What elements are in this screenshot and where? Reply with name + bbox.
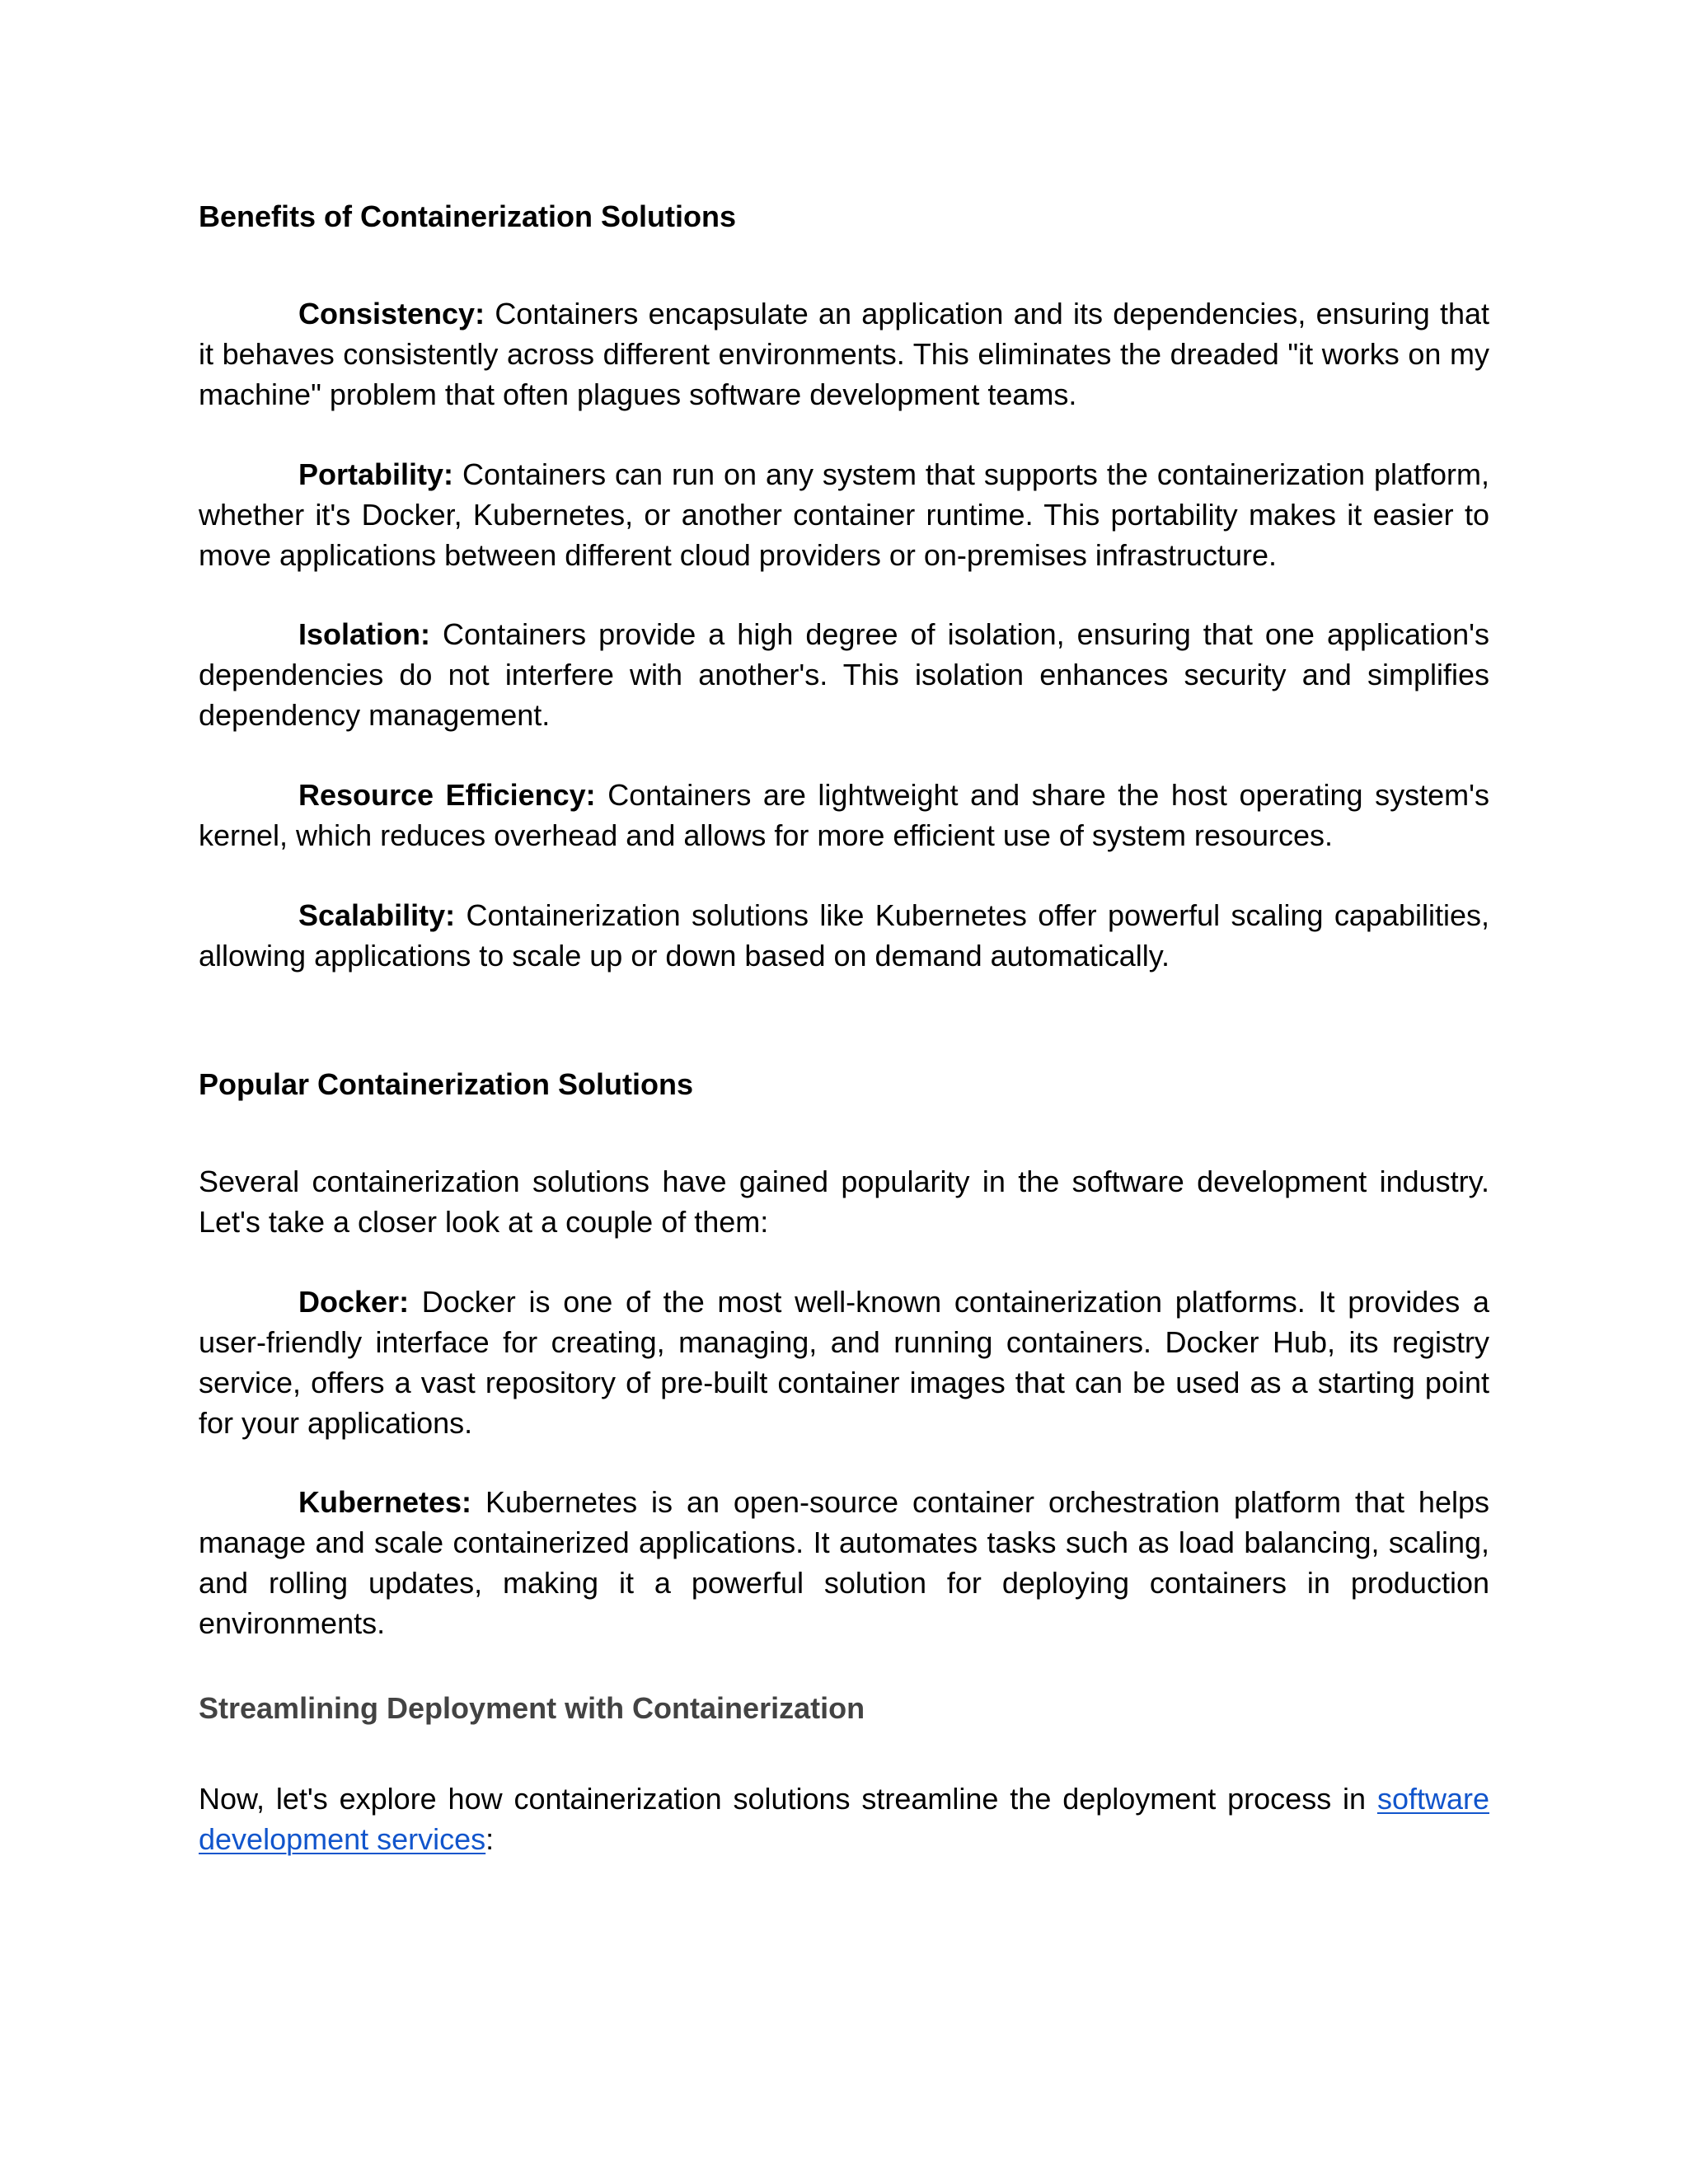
software-development-services-link[interactable]: software development services [199, 1782, 1489, 1856]
solution-kubernetes [199, 1482, 1489, 1643]
benefit-term: Isolation: [298, 617, 430, 651]
popular-intro: Several containerization solutions have gained popularity in the software development industry. Let's take a closer look at a couple of them: [199, 1165, 1489, 1239]
benefits-heading: Benefits of Containerization Solutions [199, 199, 737, 233]
benefit-portability [199, 454, 1489, 575]
benefit-scalability [199, 895, 1489, 976]
streamlining-paragraph [199, 1779, 1489, 1859]
benefit-text: Containers provide a high degree of isolation, ensuring that one application's dependencies do not interfere with another's. This isolation enhances security and simplifies dependency management. [199, 617, 1489, 732]
benefit-consistency [199, 293, 1489, 415]
benefit-text: Containers are lightweight and share the host operating system's kernel, which reduces overhead and allows for more efficient use of system resources. [199, 778, 1489, 852]
benefit-text: Containers encapsulate an application and its dependencies, ensuring that it behaves consistently across different environments. This eliminates the dreaded "it works on my machine" problem that often plagues software development teams. [199, 297, 1489, 411]
benefit-text: Containerization solutions like Kubernetes offer powerful scaling capabilities, allowing applications to scale up or down based on demand automatically. [199, 898, 1489, 972]
solution-text: Kubernetes is an open-source container orchestration platform that helps manage and scale containerized applications. It automates tasks such as load balancing, scaling, and rolling updates, making it a powerful solution for deploying containers in production environments. [199, 1485, 1489, 1640]
solution-text: Docker is one of the most well-known containerization platforms. It provides a user-friendly interface for creating, managing, and running containers. Docker Hub, its registry service, offers a vast repository of pre-built container images that can be used as a starting point for your applications. [199, 1285, 1489, 1440]
streamlining-text: Now, let's explore how containerization solutions streamline the deployment process in [199, 1782, 1377, 1816]
benefit-term: Scalability: [298, 898, 456, 932]
solution-docker [199, 1282, 1489, 1443]
popular-heading: Popular Containerization Solutions [199, 1067, 694, 1101]
benefit-term: Resource Efficiency: [298, 778, 596, 812]
benefit-resource-efficiency [199, 775, 1489, 855]
solution-term: Kubernetes: [298, 1485, 472, 1519]
streamlining-trailing-text: : [485, 1822, 495, 1856]
benefit-term: Consistency: [298, 297, 485, 330]
solution-term: Docker: [298, 1285, 410, 1319]
benefit-text: Containers can run on any system that supports the containerization platform, whether it's Docker, Kubernetes, or another container runtime. This portability makes it easier to move applications between different cloud providers or on-premises infrastructure. [199, 457, 1489, 572]
benefit-term: Portability: [298, 457, 454, 491]
benefit-isolation [199, 614, 1489, 735]
streamlining-heading: Streamlining Deployment with Containerization [199, 1691, 865, 1725]
